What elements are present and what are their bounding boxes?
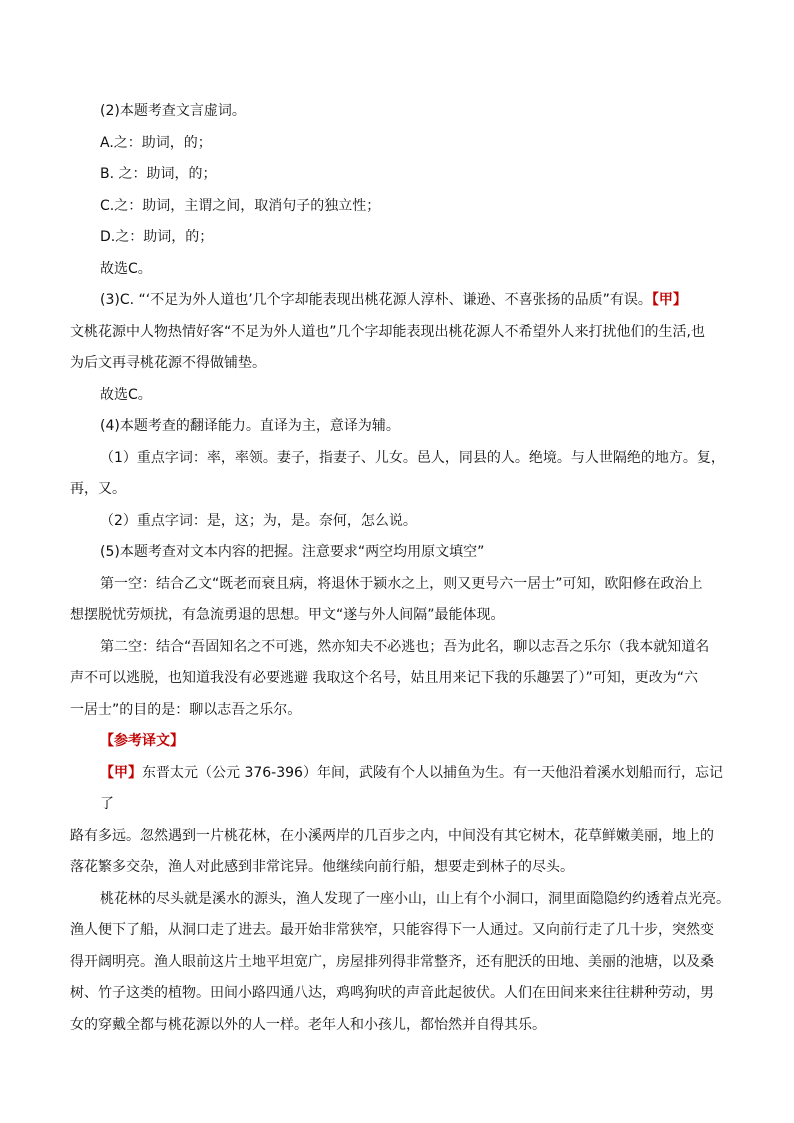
text-line <box>70 285 734 317</box>
section-heading: 【参考译文】 <box>100 733 184 749</box>
highlight-label-jia: 【甲】 <box>651 292 687 308</box>
text-line: 故选C。 <box>100 386 152 403</box>
text-segment: (3)C. “‘不足为外人道也’几个字却能表现出桃花源人淳朴、谦逊、不喜张扬的品质”有误。 <box>100 292 652 308</box>
paragraph-q5-blank2 <box>70 632 734 727</box>
paragraph-q2-header <box>70 96 734 128</box>
text-line <box>70 758 734 821</box>
text-line: 路有多远。忽然遇到一片桃花林，在小溪两岸的几百步之内，中间没有其它树木，花草鲜嫩美丽，地上的 <box>70 827 714 844</box>
text-line: 声不可以逃脱，也知道我没有必要逃避 我取这个名号，姑且用来记下我的乐趣罢了）”可知，更改为“六 <box>70 670 698 686</box>
text-line: 桃花林的尽头就是溪水的源头，渔人发现了一座小山，山上有个小洞口，洞里面隐隐约约透着点光亮。 <box>100 890 730 907</box>
text-line: 为后文再寻桃花源不得做铺垫。 <box>70 355 266 371</box>
paragraph-q4-item2 <box>70 506 734 538</box>
text-line: （1）重点字词：率，率领。妻子，指妻子、儿女。邑人，同县的人。绝境。与人世隔绝的地方。复， <box>100 449 725 466</box>
highlight-label-jia: 【甲】 <box>100 764 142 781</box>
text-line: 故选C。 <box>100 260 152 277</box>
paragraph-q4-item1 <box>70 443 734 506</box>
text-line: 再，又。 <box>70 481 126 497</box>
text-line: 文桃花源中人物热情好客“不足为外人道也”几个字却能表现出桃花源人不希望外人来打扰他们的生活,也 <box>70 323 705 340</box>
section-heading-reference-translation <box>70 726 734 758</box>
document-body <box>70 96 734 1041</box>
paragraph-q4 <box>70 411 734 443</box>
text-line: (4)本题考查的翻译能力。直译为主，意译为辅。 <box>100 418 400 434</box>
paragraph-translation-1 <box>70 758 734 884</box>
text-line: 树、竹子这类的植物。田间小路四通八达，鸡鸣狗吠的声音此起彼伏。人们在田间来来往往耕种劳动，男 <box>70 985 714 1001</box>
paragraph-option-d <box>70 222 734 254</box>
paragraph-option-a <box>70 128 734 160</box>
paragraph-answer-q3 <box>70 380 734 412</box>
text-line: 女的穿戴全都与桃花源以外的人一样。老年人和小孩儿，都怡然并自得其乐。 <box>70 1016 546 1033</box>
text-line: D.之：助词，的； <box>100 229 214 245</box>
text-line: 渔人便下了船，从洞口走了进去。最开始非常狭窄，只能容得下一人通过。又向前行走了几十步，突然变 <box>70 922 714 938</box>
paragraph-translation-2 <box>70 884 734 1042</box>
text-line: B. 之：助词，的； <box>100 166 217 182</box>
text-line: A.之：助词，的； <box>100 134 212 151</box>
text-line: C.之：助词，主谓之间，取消句子的独立性； <box>100 197 381 214</box>
text-line: （2）重点字词：是，这；为，是。奈何，怎么说。 <box>100 512 417 529</box>
text-line: 第一空：结合乙文“既老而衰且病，将退休于颍水之上，则又更号六一居士”可知，欧阳修在政治上 <box>100 575 703 592</box>
paragraph-option-b <box>70 159 734 191</box>
text-line: (5)本题考查对文本内容的把握。注意要求“两空均用原文填空” <box>100 544 485 560</box>
paragraph-option-c <box>70 191 734 223</box>
text-line: 一居士”的目的是：聊以志吾之乐尔。 <box>70 701 302 718</box>
paragraph-q5-blank1 <box>70 569 734 632</box>
text-line: 想摆脱忧劳烦扰，有急流勇退的思想。甲文“遂与外人间隔”最能体现。 <box>70 607 505 623</box>
text-line: 落花繁多交杂，渔人对此感到非常诧异。他继续向前行船，想要走到林子的尽头。 <box>70 859 574 875</box>
paragraph-q5 <box>70 537 734 569</box>
text-line: 第二空：结合“吾固知名之不可逃，然亦知夫不必逃也；吾为此名，聊以志吾之乐尔（我本就知道名 <box>100 638 710 655</box>
text-line: 得开阔明亮。渔人眼前这片土地平坦宽广，房屋排列得非常整齐，还有肥沃的田地、美丽的池塘，以及桑 <box>70 953 714 970</box>
paragraph-q3 <box>70 285 734 380</box>
text-line: (2)本题考查文言虚词。 <box>100 103 246 119</box>
text-segment: 东晋太元（公元 376-396）年间，武陵有个人以捕鱼为生。有一天他沿着溪水划船而行，忘记了 <box>100 764 723 812</box>
paragraph-answer-q2 <box>70 254 734 286</box>
